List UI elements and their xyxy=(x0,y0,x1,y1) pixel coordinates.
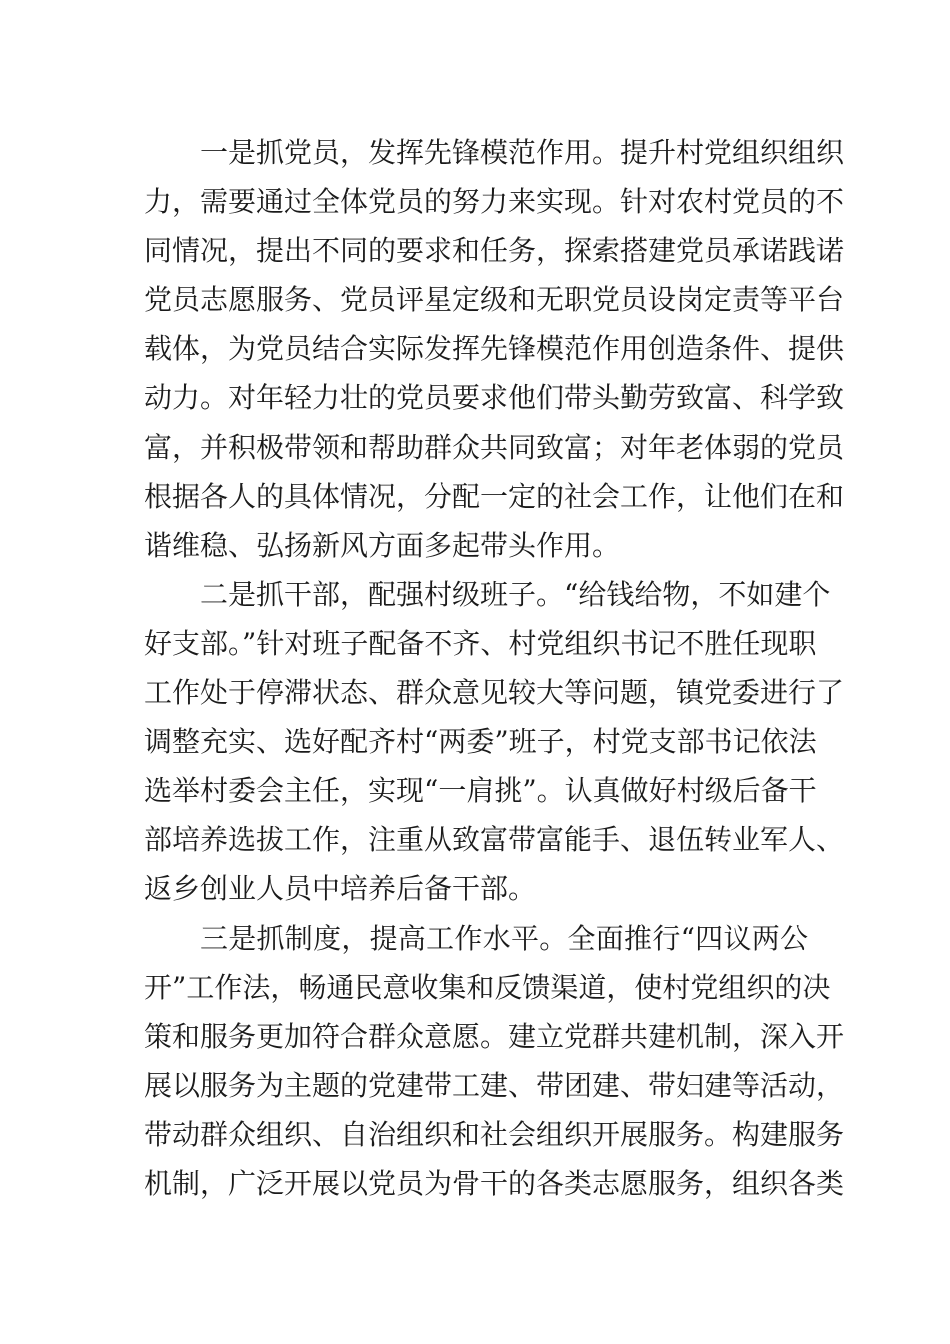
text-line: 根据各人的具体情况，分配一定的社会工作，让他们在和 xyxy=(144,479,845,513)
text-line: 展以服务为主题的党建带工建、带团建、带妇建等活动， xyxy=(144,1068,845,1102)
text-line: 策和服务更加符合群众意愿。建立党群共建机制，深入开 xyxy=(144,1019,845,1053)
text-line: 谐维稳、弘扬新风方面多起带头作用。 xyxy=(144,528,621,562)
text-line: 力，需要通过全体党员的努力来实现。针对农村党员的不 xyxy=(144,185,845,219)
text-line: 带动群众组织、自治组织和社会组织开展服务。构建服务 xyxy=(144,1117,845,1151)
text-line: 富，并积极带领和帮助群众共同致富；对年老体弱的党员 xyxy=(144,430,845,464)
text-line: 一是抓党员，发挥先锋模范作用。提升村党组织组织 xyxy=(200,136,845,169)
text-line: 同情况，提出不同的要求和任务，探索搭建党员承诺践诺 xyxy=(144,234,845,268)
paragraph-2 xyxy=(144,570,845,914)
document-body xyxy=(144,128,845,1208)
text-line: 开”工作法，畅通民意收集和反馈渠道，使村党组织的决 xyxy=(144,970,831,1004)
text-line: 载体，为党员结合实际发挥先锋模范作用创造条件、提供 xyxy=(144,332,845,366)
text-line: 好支部。”针对班子配备不齐、村党组织书记不胜任现职 xyxy=(144,626,817,660)
text-line: 部培养选拔工作，注重从致富带富能手、退伍转业军人、 xyxy=(144,823,845,857)
text-line: 选举村委会主任，实现“一肩挑”。认真做好村级后备干 xyxy=(144,774,817,808)
text-line: 调整充实、选好配齐村“两委”班子，村党支部书记依法 xyxy=(144,725,817,759)
text-line: 三是抓制度，提高工作水平。全面推行“四议两公 xyxy=(200,921,808,955)
text-line: 返乡创业人员中培养后备干部。 xyxy=(144,872,537,906)
text-line: 工作处于停滞状态、群众意见较大等问题，镇党委进行了 xyxy=(144,676,845,710)
text-line: 二是抓干部，配强村级班子。“给钱给物，不如建个 xyxy=(200,577,831,611)
paragraph-3 xyxy=(144,914,845,1209)
text-line: 机制，广泛开展以党员为骨干的各类志愿服务，组织各类 xyxy=(144,1166,845,1200)
text-line: 党员志愿服务、党员评星定级和无职党员设岗定责等平台 xyxy=(144,283,845,317)
text-line: 动力。对年轻力壮的党员要求他们带头勤劳致富、科学致 xyxy=(144,381,845,415)
paragraph-1 xyxy=(144,128,845,570)
